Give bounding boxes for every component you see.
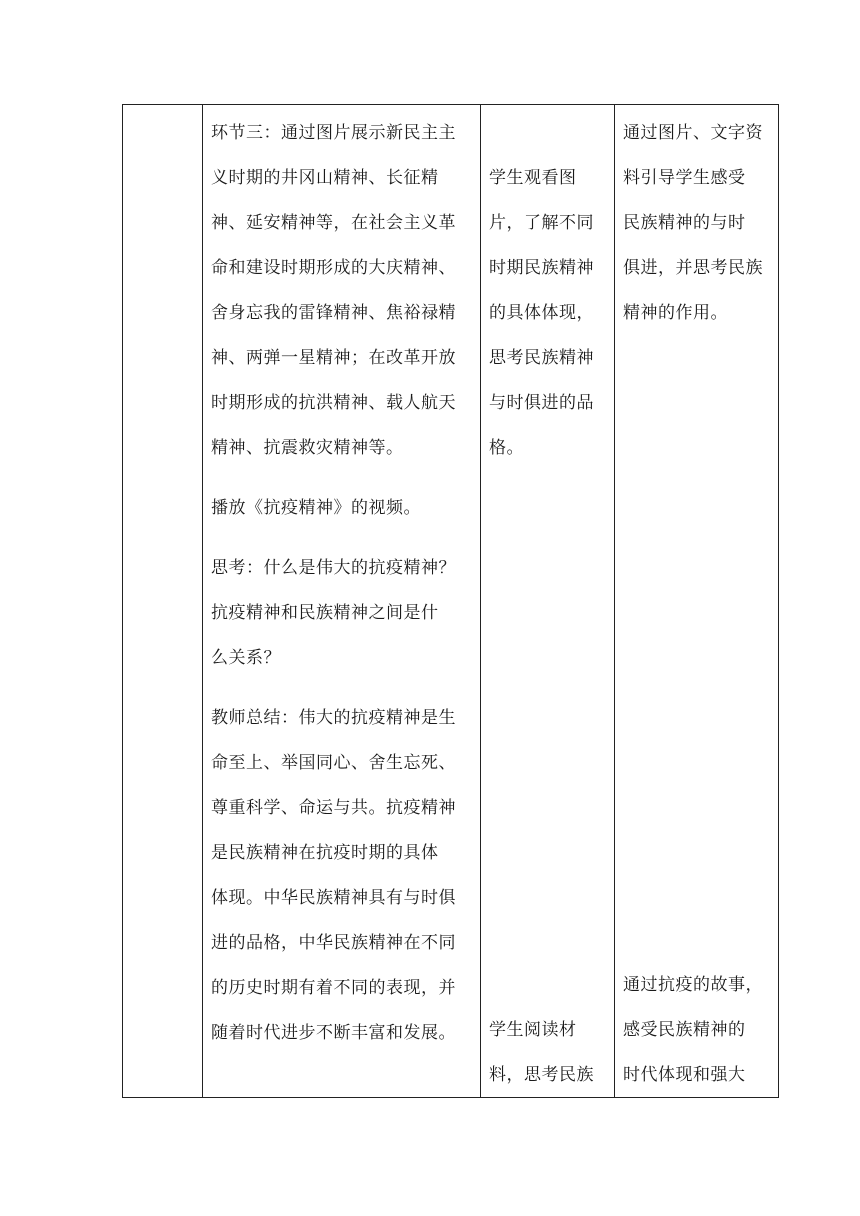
design-intent-block-1 (623, 111, 772, 336)
text-line: 的历史时期有着不同的表现，并 (211, 978, 456, 998)
stage-cell (123, 105, 203, 1098)
text-line: 思考民族精神 (489, 348, 594, 368)
text-line: 料，思考民族 (489, 1065, 594, 1085)
text-line: 与时俱进的品 (489, 393, 594, 413)
text-line: 片，了解不同 (489, 213, 594, 233)
text-line: 体现。中华民族精神具有与时俱 (211, 888, 456, 908)
text-line: 环节三：通过图片展示新民主主 (211, 123, 456, 143)
text-line: 进的品格，中华民族精神在不同 (211, 933, 456, 953)
text-line: 时代体现和强大 (623, 1065, 746, 1085)
design-intent-cell (615, 105, 779, 1098)
text-line: 尊重科学、命运与共。抗疫精神 (211, 798, 456, 818)
text-line: 俱进，并思考民族 (623, 258, 763, 278)
student-activity-block-2 (489, 1008, 608, 1098)
text-line: 格。 (489, 438, 524, 458)
text-line: 舍身忘我的雷锋精神、焦裕禄精 (211, 303, 456, 323)
teacher-paragraph-2 (211, 486, 472, 531)
text-line: 民族精神的与时 (623, 213, 746, 233)
student-activity-block-1 (489, 156, 608, 471)
text-line: 播放《抗疫精神》的视频。 (211, 498, 421, 518)
text-line: 神、两弹一星精神；在改革开放 (211, 348, 456, 368)
text-line: 随着时代进步不断丰富和发展。 (211, 1023, 456, 1043)
student-activity-cell (481, 105, 615, 1098)
text-line: 命和建设时期形成的大庆精神、 (211, 258, 456, 278)
text-line: 精神的作用。 (623, 303, 728, 323)
text-line: 的具体体现， (489, 303, 594, 323)
text-line: 学生观看图 (489, 168, 577, 188)
text-line: 时期民族精神 (489, 258, 594, 278)
text-line: 思考：什么是伟大的抗疫精神？ (211, 558, 456, 578)
teacher-activity-cell (203, 105, 481, 1098)
text-line: 学生阅读材 (489, 1020, 577, 1040)
lesson-plan-table (122, 104, 779, 1098)
text-line: 感受民族精神的 (623, 1020, 746, 1040)
text-line: 是民族精神在抗疫时期的具体 (211, 843, 439, 863)
text-line: 义时期的井冈山精神、长征精 (211, 168, 439, 188)
text-line: 命至上、举国同心、舍生忘死、 (211, 753, 456, 773)
text-line: 神、延安精神等，在社会主义革 (211, 213, 456, 233)
text-line: 抗疫精神和民族精神之间是什 (211, 603, 439, 623)
text-line: 么关系？ (211, 648, 281, 668)
text-line: 时期形成的抗洪精神、载人航天 (211, 393, 456, 413)
text-line: 通过抗疫的故事， (623, 975, 763, 995)
teacher-paragraph-1 (211, 111, 472, 471)
teacher-paragraph-4 (211, 696, 472, 1056)
text-line: 精神、抗震救灾精神等。 (211, 438, 404, 458)
teacher-paragraph-3 (211, 546, 472, 681)
design-intent-block-2 (623, 963, 772, 1098)
text-line: 通过图片、文字资 (623, 123, 763, 143)
text-line: 料引导学生感受 (623, 168, 746, 188)
table-row (123, 105, 779, 1098)
text-line: 教师总结：伟大的抗疫精神是生 (211, 708, 456, 728)
